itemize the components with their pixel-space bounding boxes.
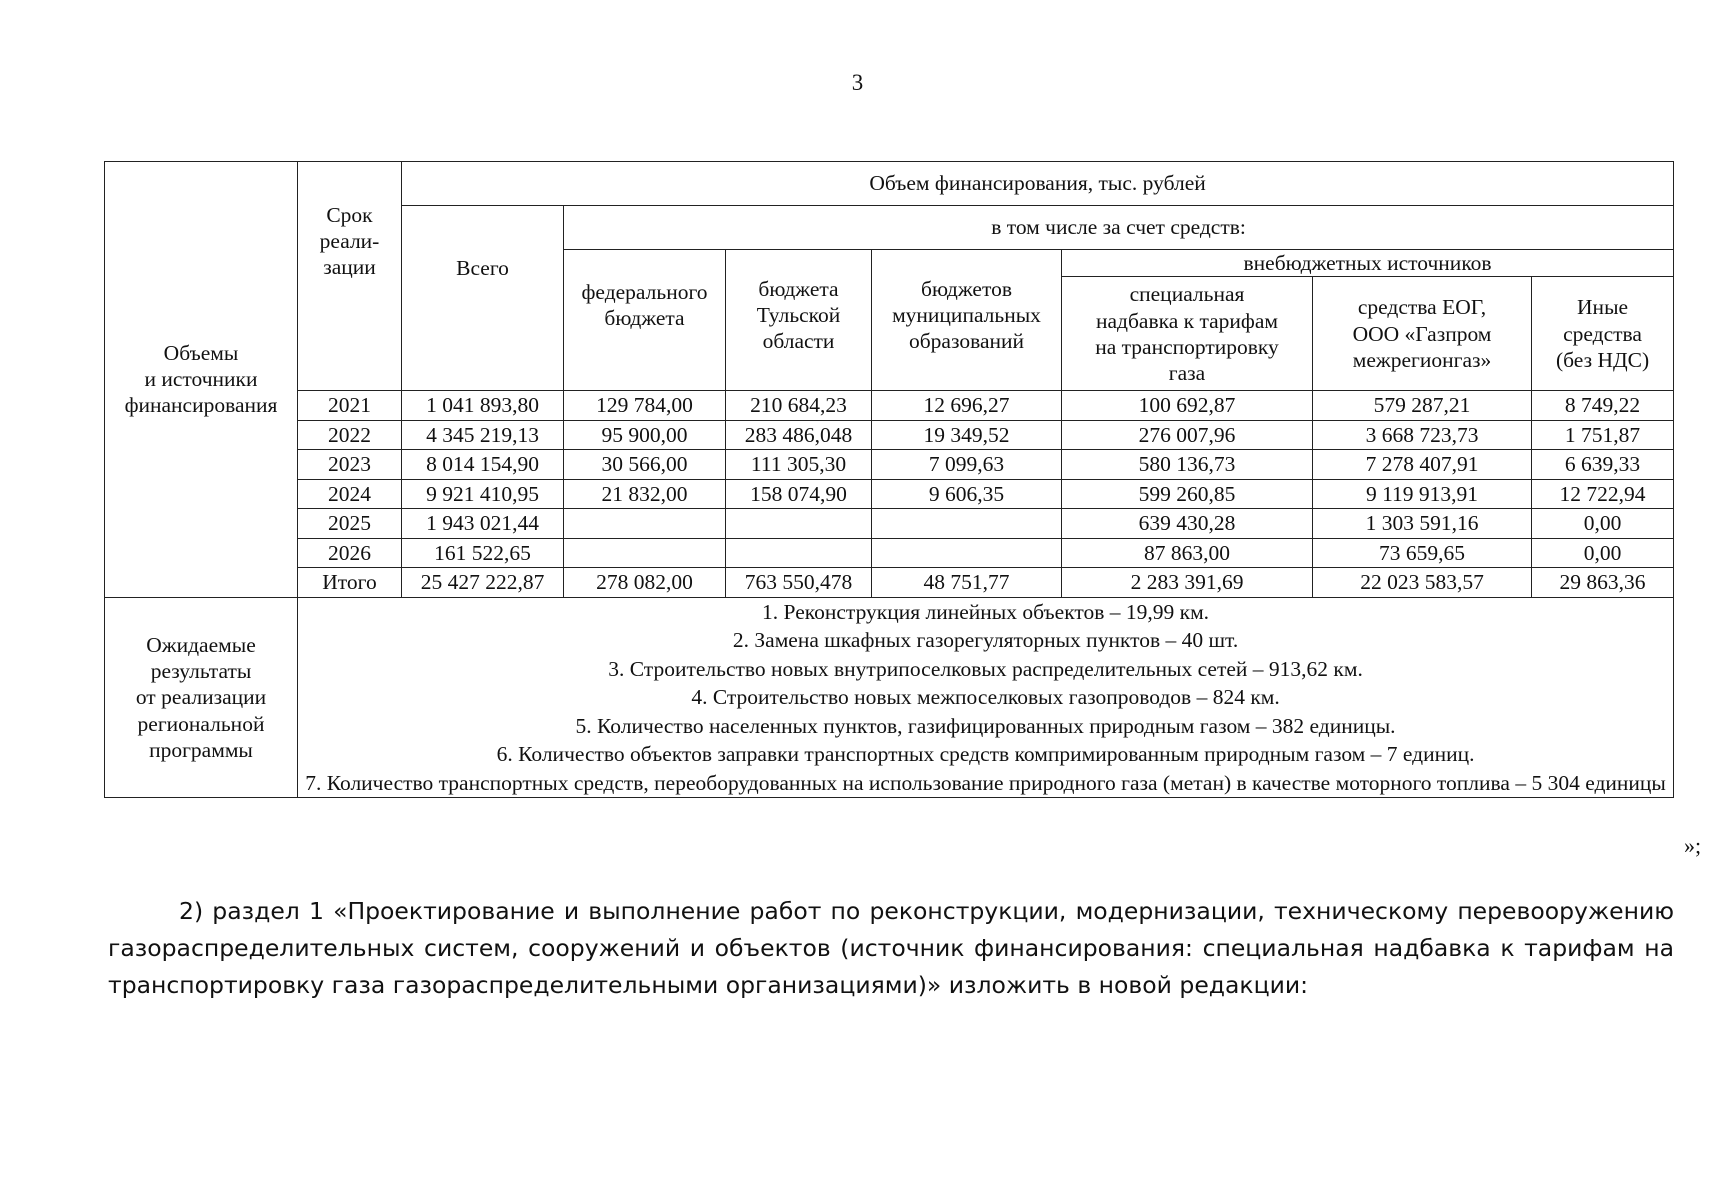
cell-year: Итого [298,568,402,598]
cell-eog: 73 659,65 [1313,538,1532,568]
offbudget-header: внебюджетных источников [1062,250,1674,277]
cell-year: 2022 [298,420,402,450]
table-row [105,538,1674,568]
cell-other: 6 639,33 [1532,450,1674,480]
cell-other: 8 749,22 [1532,391,1674,421]
cell-municipal: 48 751,77 [872,568,1062,598]
cell-eog: 3 668 723,73 [1313,420,1532,450]
closing-quote: »; [1684,833,1702,858]
cell-surcharge: 87 863,00 [1062,538,1313,568]
cell-eog: 579 287,21 [1313,391,1532,421]
cell-year: 2023 [298,450,402,480]
cell-other: 29 863,36 [1532,568,1674,598]
cell-federal: 21 832,00 [564,479,726,509]
other-header: Иные средства (без НДС) [1532,277,1674,391]
list-item: 3. Строительство новых внутрипоселковых распределительных сетей – 913,62 км. [608,656,1363,681]
cell-year: 2025 [298,509,402,539]
cell-total: 8 014 154,90 [402,450,564,480]
cell-regional: 158 074,90 [726,479,872,509]
cell-other: 0,00 [1532,509,1674,539]
results-cell [298,597,1674,798]
cell-municipal [872,509,1062,539]
cell-eog: 22 023 583,57 [1313,568,1532,598]
funding-table [104,161,1674,798]
cell-federal: 30 566,00 [564,450,726,480]
cell-total: 9 921 410,95 [402,479,564,509]
cell-year: 2021 [298,391,402,421]
cell-eog: 9 119 913,91 [1313,479,1532,509]
cell-eog: 7 278 407,91 [1313,450,1532,480]
results-row-label: Ожидаемые результаты от реализации региональной программы [105,597,298,798]
regional-header: бюджета Тульской области [726,250,872,391]
cell-total: 25 427 222,87 [402,568,564,598]
including-header: в том числе за счет средств: [564,206,1674,250]
table-row [105,450,1674,480]
cell-total: 4 345 219,13 [402,420,564,450]
volume-header: Объем финансирования, тыс. рублей [402,162,1674,206]
cell-regional: 283 486,048 [726,420,872,450]
list-item: 5. Количество населенных пунктов, газифицированных природным газом – 382 единицы. [575,713,1396,738]
cell-total: 161 522,65 [402,538,564,568]
cell-regional: 763 550,478 [726,568,872,598]
cell-eog: 1 303 591,16 [1313,509,1532,539]
eog-header: средства ЕОГ, ООО «Газпром межрегионгаз» [1313,277,1532,391]
cell-surcharge: 580 136,73 [1062,450,1313,480]
cell-surcharge: 599 260,85 [1062,479,1313,509]
municipal-header: бюджетов муниципальных образований [872,250,1062,391]
table-row [105,391,1674,421]
cell-year: 2026 [298,538,402,568]
cell-federal: 95 900,00 [564,420,726,450]
cell-regional [726,509,872,539]
cell-regional [726,538,872,568]
cell-surcharge: 639 430,28 [1062,509,1313,539]
funding-row-label: Объемы и источники финансирования [105,162,298,598]
cell-municipal [872,538,1062,568]
cell-year: 2024 [298,479,402,509]
cell-regional: 210 684,23 [726,391,872,421]
cell-surcharge: 100 692,87 [1062,391,1313,421]
cell-other: 12 722,94 [1532,479,1674,509]
cell-total: 1 943 021,44 [402,509,564,539]
cell-municipal: 7 099,63 [872,450,1062,480]
list-item: 1. Реконструкция линейных объектов – 19,99 км. [762,599,1210,624]
body-paragraph: 2) раздел 1 «Проектирование и выполнение работ по реконструкции, модернизации, техническому перевооружению газораспределительных систем, сооружений и объектов (источник финансирования: специальная надбавка к тарифам на транспортировку газа газораспределительными организациями)» изложить в новой редакции: [108,897,1674,999]
cell-municipal: 19 349,52 [872,420,1062,450]
federal-header: федерального бюджета [564,250,726,391]
total-header: Всего [402,206,564,391]
period-header: Срок реали- зации [298,162,402,391]
cell-regional: 111 305,30 [726,450,872,480]
table-row [105,420,1674,450]
table-row [105,509,1674,539]
surcharge-header: специальная надбавка к тарифам на транспортировку газа [1062,277,1313,391]
cell-federal: 278 082,00 [564,568,726,598]
list-item: 6. Количество объектов заправки транспортных средств компримированным природным газом – 7 единиц. [496,742,1475,767]
cell-other: 0,00 [1532,538,1674,568]
cell-other: 1 751,87 [1532,420,1674,450]
list-item: 4. Строительство новых межпоселковых газопроводов – 824 км. [691,685,1280,710]
cell-municipal: 9 606,35 [872,479,1062,509]
cell-federal [564,509,726,539]
page-number: 3 [851,70,864,95]
cell-total: 1 041 893,80 [402,391,564,421]
results-list [301,598,1670,798]
list-item: 7. Количество транспортных средств, переоборудованных на использование природного газа (метан) в качестве моторного топлива – 5 304 единицы [305,770,1666,795]
cell-municipal: 12 696,27 [872,391,1062,421]
cell-surcharge: 276 007,96 [1062,420,1313,450]
cell-federal [564,538,726,568]
cell-surcharge: 2 283 391,69 [1062,568,1313,598]
table-row [105,479,1674,509]
table-row-total [105,568,1674,598]
list-item: 2. Замена шкафных газорегуляторных пунктов – 40 шт. [732,628,1239,653]
cell-federal: 129 784,00 [564,391,726,421]
